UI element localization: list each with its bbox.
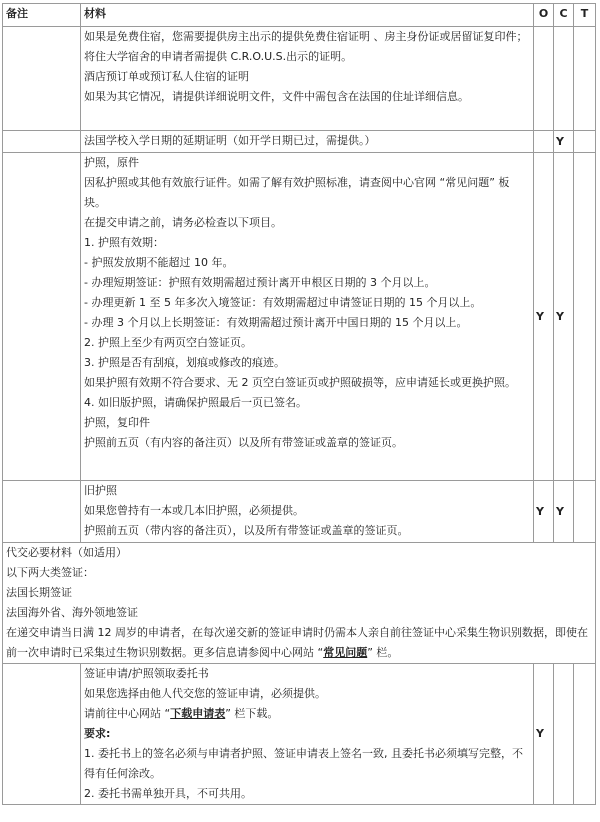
t-cell	[574, 664, 596, 805]
header-t: T	[574, 4, 596, 27]
text-line: 2. 护照上至少有两页空白签证页。	[84, 336, 252, 349]
header-note: 备注	[3, 4, 81, 27]
text-line: 如果您选择由他人代交您的签证申请，必须提供。	[84, 687, 326, 700]
header-c: C	[554, 4, 574, 27]
requirements-table	[2, 3, 596, 805]
section-title: 代交必要材料（如适用）	[6, 546, 127, 559]
o-cell	[534, 27, 554, 131]
row-school-delay	[3, 131, 596, 153]
download-text: 请前往中心网站 “	[84, 707, 171, 720]
header-row	[3, 4, 596, 27]
c-cell	[554, 664, 574, 805]
t-cell	[574, 481, 596, 543]
t-cell	[574, 27, 596, 131]
material-cell	[81, 27, 534, 131]
text-line: 旧护照	[84, 484, 117, 497]
row-authorization	[3, 664, 596, 805]
text-line: 法国海外省、海外领地签证	[6, 606, 138, 619]
text-line: 4. 如旧版护照，请确保护照最后一页已签名。	[84, 396, 307, 409]
text-line: 如果是免费住宿，您需要提供房主出示的提供免费住宿证明 、房主身份证或居留证复印件；	[84, 30, 528, 43]
note-cell	[3, 131, 81, 153]
text-line: 将住大学宿舍的申请者需提供 C.R.O.U.S.出示的证明。	[84, 50, 353, 63]
note-cell	[3, 664, 81, 805]
requirement-2: 2. 委托书需单独开具，不可共用。	[84, 787, 252, 800]
text-line: 护照前五页（有内容的备注页）以及所有带签证或盖章的签证页。	[84, 436, 403, 449]
material-cell	[81, 664, 534, 805]
text-line: 如果为其它情况，请提供详细说明文件，文件中需包含在法国的住址详细信息。	[84, 90, 469, 103]
t-cell	[574, 153, 596, 481]
row-old-passport	[3, 481, 596, 543]
section-cell	[3, 543, 596, 664]
o-cell	[534, 131, 554, 153]
text-line: 以下两大类签证：	[6, 566, 94, 579]
text-line: 如果您曾持有一本或几本旧护照，必须提供。	[84, 504, 304, 517]
c-cell	[554, 27, 574, 131]
o-cell: Y	[534, 481, 554, 543]
text-line: 3. 护照是否有刮痕，划痕或修改的痕迹。	[84, 356, 285, 369]
c-cell: Y	[554, 481, 574, 543]
download-note	[84, 704, 530, 724]
text-line: - 办理更新 1 至 5 年多次入境签证：有效期需超过申请签证日期的 15 个月以上。	[84, 296, 482, 309]
biometric-text-end: ” 栏。	[367, 646, 399, 659]
c-cell: Y	[554, 153, 574, 481]
row-accommodation	[3, 27, 596, 131]
biometric-note	[6, 623, 592, 663]
note-cell	[3, 481, 81, 543]
header-o: O	[534, 4, 554, 27]
t-cell	[574, 131, 596, 153]
header-material: 材料	[81, 4, 534, 27]
requirements-title: 要求:	[84, 727, 111, 740]
text-line: - 办理 3 个月以上长期签证：有效期需超过预计离开中国日期的 15 个月以上。	[84, 316, 468, 329]
text-line: 酒店预订单或预订私人住宿的证明	[84, 70, 249, 83]
text-line: 在提交申请之前，请务必检查以下项目。	[84, 216, 282, 229]
row-passport	[3, 153, 596, 481]
o-cell: Y	[534, 664, 554, 805]
material-cell	[81, 153, 534, 481]
text-line: 护照，原件	[84, 156, 139, 169]
download-text-end: ” 栏下载。	[225, 707, 279, 720]
faq-link[interactable]: 常见问题	[323, 646, 368, 659]
text-line: - 办理短期签证：护照有效期需超过预计离开申根区日期的 3 个月以上。	[84, 276, 436, 289]
biometric-text: 在递交申请当日满 12 周岁的申请者，在每次递交新的签证申请时仍需本人亲自前往签证中心采集生物识别数据，即使在前一次申请时已采集过生物识别数据。更多信息请参阅中心网站 “	[6, 626, 588, 659]
text-line: 签证申请/护照领取委托书	[84, 667, 209, 680]
text-line: 护照，复印件	[84, 416, 150, 429]
text-line: 法国长期签证	[6, 586, 72, 599]
c-cell: Y	[554, 131, 574, 153]
text-line: 1. 护照有效期：	[84, 236, 164, 249]
row-proxy-section	[3, 543, 596, 664]
o-cell: Y	[534, 153, 554, 481]
requirement-1: 1. 委托书上的签名必须与申请者护照、签证申请表上签名一致, 且委托书必须填写完整，不得有任何涂改。	[84, 747, 523, 780]
text-line: 因私护照或其他有效旅行证件。如需了解有效护照标准，请查阅中心官网 “常见问题” 板块。	[84, 176, 510, 209]
text-line: 如果护照有效期不符合要求、无 2 页空白签证页或护照破损等，应申请延长或更换护照。	[84, 376, 516, 389]
text-line: - 护照发放期不能超过 10 年。	[84, 256, 234, 269]
material-cell: 法国学校入学日期的延期证明（如开学日期已过，需提供。）	[81, 131, 534, 153]
text-line: 护照前五页（带内容的备注页），以及所有带签证或盖章的签证页。	[84, 524, 409, 537]
material-cell	[81, 481, 534, 543]
download-form-link[interactable]: 下载申请表	[170, 707, 226, 720]
note-cell	[3, 153, 81, 481]
note-cell	[3, 27, 81, 131]
